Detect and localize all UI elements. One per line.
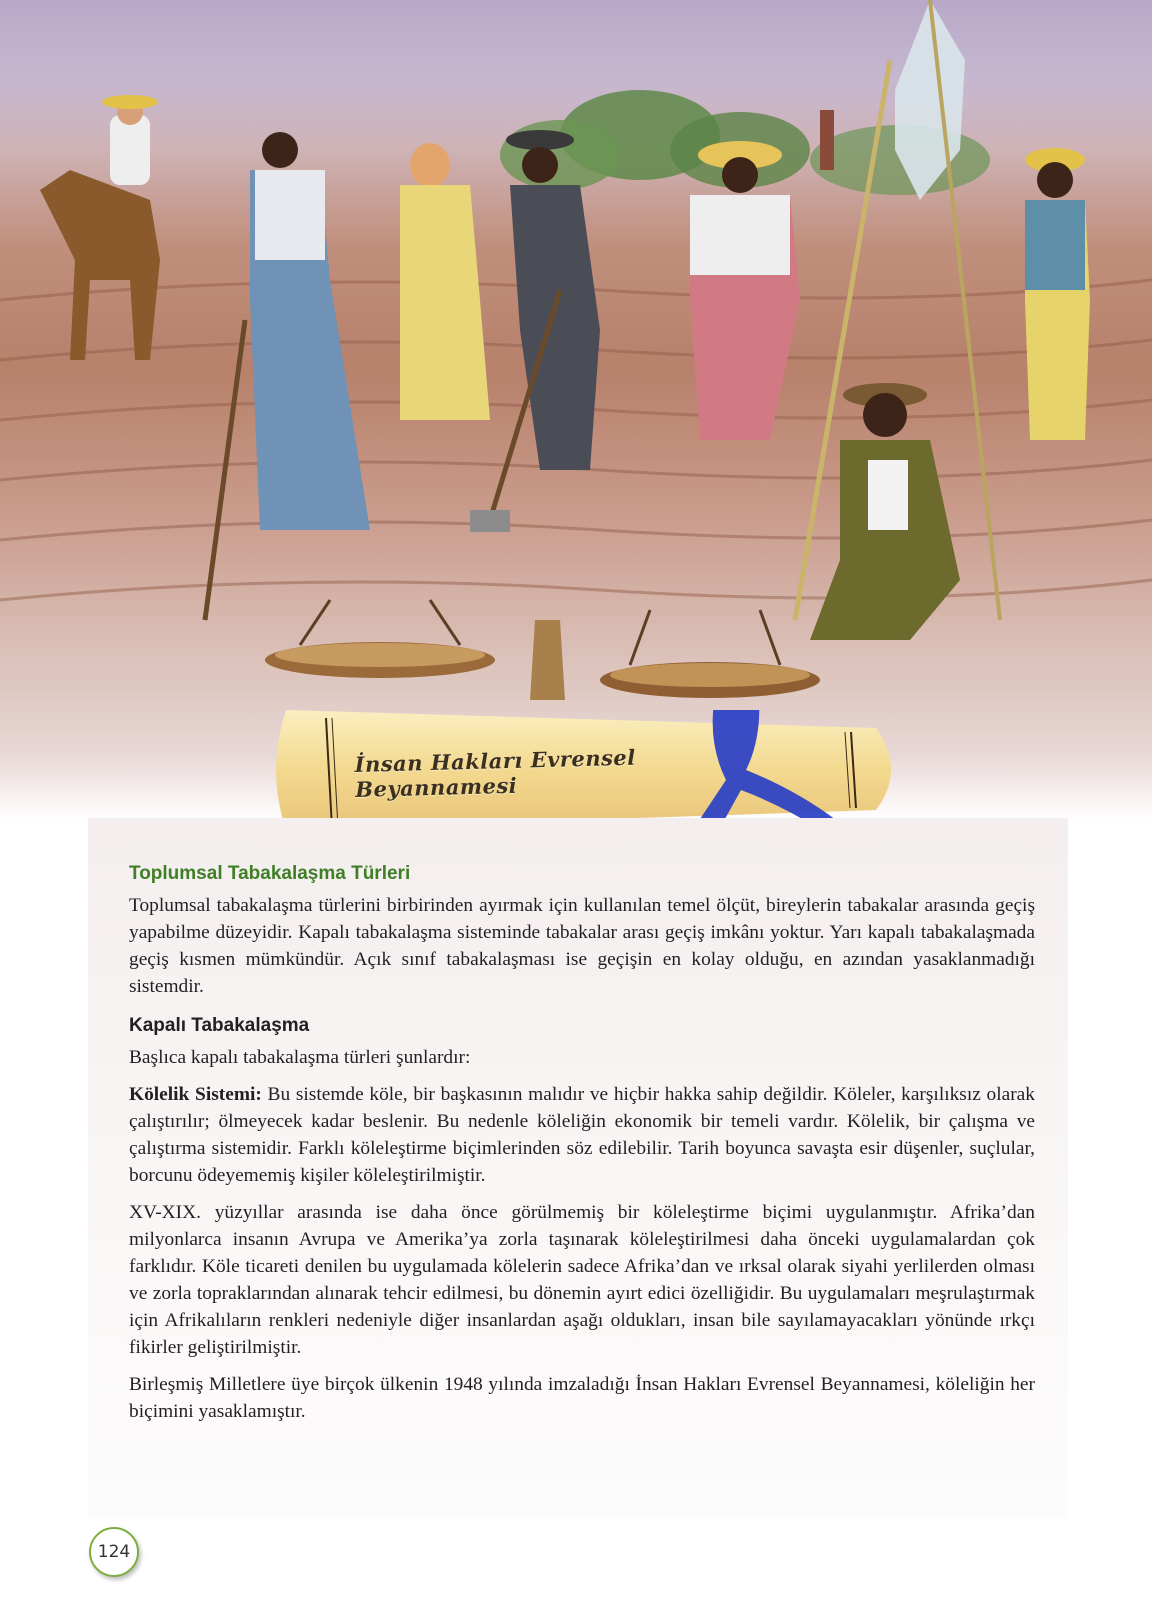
- paragraph-slave-trade: XV-XIX. yüzyıllar arasında ise daha önce görülmemiş bir köleleştirme biçimi uygulanmıştır. Afrika’dan milyonlarca insanın Avrupa ve Amerika’ya zorla taşınarak köleleştirilmesi daha önceki uygulamalardan çok farklıdır. Köle ticareti denilen bu uygulamada kölelerin sadece Afrika’dan ve ırksal olarak siyahi yerlilerden olması ve zorla topraklarından alınarak tehcir edilmesi, bu dönemin ayırt edici özelliğidir. Bu uygulamaları meşrulaştırmak için Afrikalıların renkleri nedeniyle diğer insanlardan aşağı oldukları, insan bile sayılamayacakları yönünde ırkçı fikirler geliştirilmiştir.: [129, 1202, 1035, 1358]
- paragraph-slavery: [129, 1081, 1035, 1189]
- heading-stratification-types: Toplumsal Tabakalaşma Türleri: [129, 863, 411, 884]
- paragraph-declaration: Birleşmiş Milletlere üye birçok ülkenin 1948 yılında imzaladığı İnsan Hakları Evrensel Beyannamesi, köleliğin her biçimini yasaklamıştır.: [129, 1374, 1035, 1422]
- horse-rider-figure: [40, 95, 160, 360]
- term-slavery-system: Kölelik Sistemi:: [129, 1084, 262, 1105]
- paragraph-stratification: Toplumsal tabakalaşma türlerini birbirinden ayırmak için kullanılan temel ölçüt, bireylerin tabakalar arasında geçiş yapabilme düzeyidir. Kapalı tabakalaşma sisteminde tabakalar arası geçiş imkânı yoktur. Yarı kapalı tabakalaşmada geçiş kısmen mümkündür. Açık sınıf tabakalaşması ise geçişin en kolay olduğu, en azından yasaklanmadığı sistemdir.: [129, 895, 1035, 997]
- heading-closed-stratification: Kapalı Tabakalaşma: [129, 1015, 310, 1036]
- page-number: 124: [89, 1527, 139, 1577]
- content-column: [129, 862, 1035, 1435]
- scroll-title: İnsan Hakları Evrensel Beyannamesi: [354, 744, 637, 802]
- paragraph-closed-types: Başlıca kapalı tabakalaşma türleri şunlardır:: [129, 1047, 471, 1068]
- slavery-definition: Bu sistemde köle, bir başkasının malıdır ve hiçbir hakka sahip değildir. Köleler, karşılıksız olarak çalıştırılır; ölmeyecek kadar beslenir. Bu nedenle köleliğin ekonomik bir temeli vardır. Kölelik, bir çalışma ve çalıştırma sistemidir. Farklı köleleştirme biçimlerinden söz edilebilir. Tarih boyunca savaşta esir düşenler, suçlular, borcunu ödeyememiş kişiler köleleştirilmiştir.: [129, 1084, 1035, 1186]
- scale-illustration: [265, 600, 820, 700]
